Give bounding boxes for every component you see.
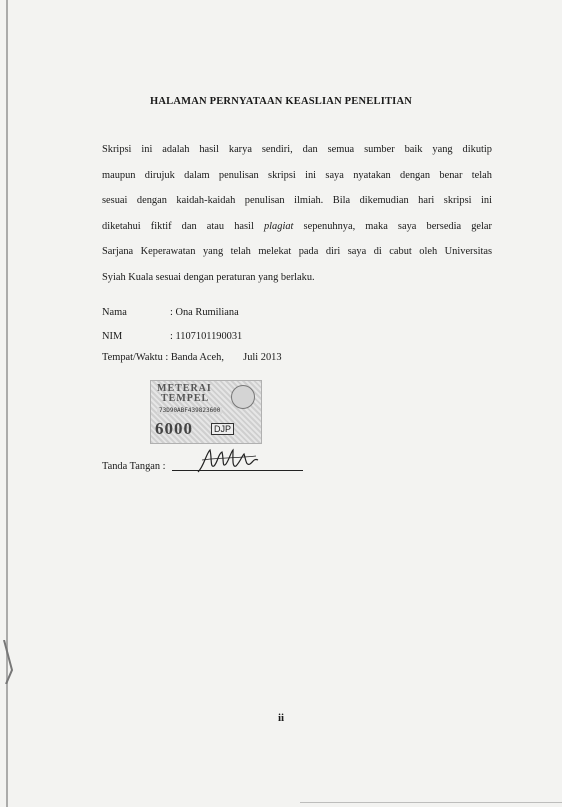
meterai-stamp [150,380,262,444]
paragraph-line: sesuai dengan kaidah-kaidah penulisan ilmiah. Bila dikemudian hari skripsi ini [102,195,492,206]
statement-paragraph [102,137,492,290]
tempat-date: Juli 2013 [243,352,282,363]
stamp-serial: 73D90ABF439823600 [159,407,221,414]
nim-label: NIM [102,331,123,342]
paragraph-line: Sarjana Keperawatan yang telah melekat pada diri saya di cabut oleh Universitas [102,246,492,257]
signature-line [172,470,303,471]
nama-value: : Ona Rumiliana [170,307,239,318]
scan-bottom-line [300,802,562,803]
garuda-emblem-icon [231,385,255,409]
field-nama [102,307,239,318]
stamp-subtitle: TEMPEL [161,393,210,404]
plagiat-italic: plagiat [263,220,294,232]
stamp-title: METERAI [157,383,212,394]
tempat-label: Tempat/Waktu [102,352,163,363]
nama-label: Nama [102,307,127,318]
page-title: HALAMAN PERNYATAAN KEASLIAN PENELITIAN [149,96,413,107]
tempat-value: : Banda Aceh, [165,352,224,363]
paragraph-line: maupun dirujuk dalam penulisan skripsi ini saya nyatakan dengan benar telah [102,169,492,181]
paragraph-line: Skripsi ini adalah hasil karya sendiri, dan semua sumber baik yang dikutip [102,144,492,155]
paragraph-text: diketahui fiktif dan atau hasil [102,220,254,232]
handwritten-signature [196,446,266,476]
paragraph-text: sepenuhnya, maka saya bersedia gelar [303,220,493,232]
nim-value: : 1107101190031 [170,331,243,342]
stamp-issuer: DJP [211,423,234,435]
scan-mark [2,640,16,684]
page-number: ii [277,712,285,724]
scan-edge-line [6,0,8,807]
paragraph-line: Syiah Kuala sesuai dengan peraturan yang berlaku. [102,271,315,283]
field-tempat-waktu [102,352,282,363]
signature-label: Tanda Tangan : [102,461,166,472]
field-nim [102,331,242,342]
stamp-value: 6000 [155,419,193,438]
paragraph-line [102,214,492,240]
